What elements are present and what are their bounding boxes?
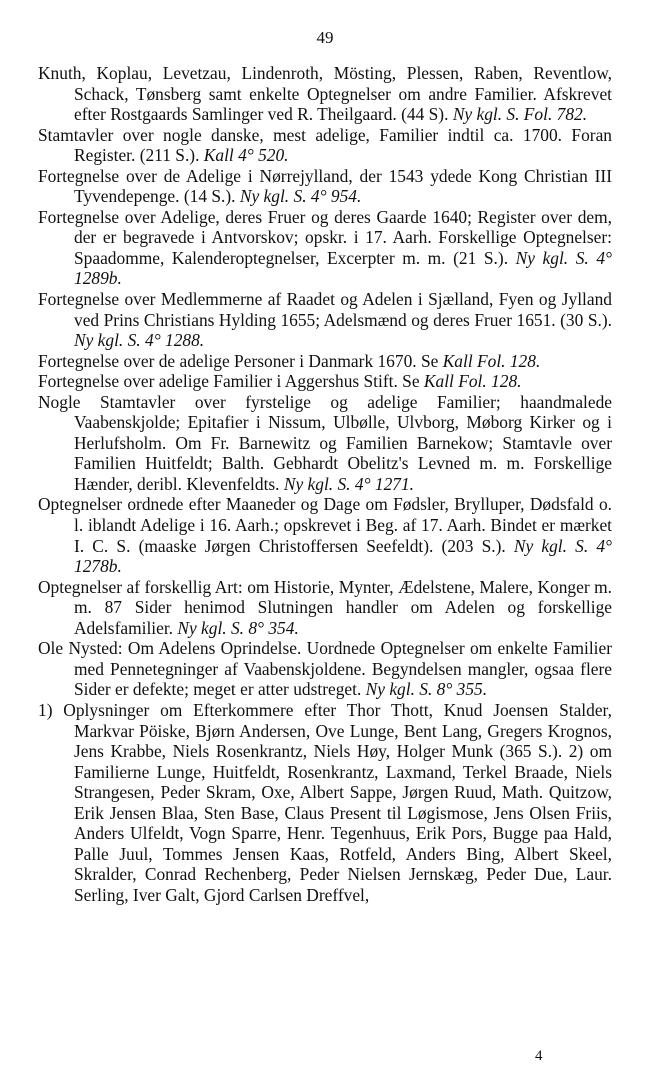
entry-text: Fortegnelse over de adelige Personer i Danmark 1670. Se (38, 350, 443, 371)
entry-text: Optegnelser af forskellig Art: om Historie, Mynter, Ædelstene, Malere, Konger m. m. 87 Sider henimod Slutningen handler om Adelen og forskellige Adelsfamilier. (38, 576, 612, 638)
entry-text: Fortegnelse over Medlemmerne af Raadet og Adelen i Sjælland, Fyen og Jylland ved Prins Christians Hylding 1655; Adelsmænd og deres Fruer 1651. (30 S.). (38, 289, 612, 330)
catalog-entry (38, 577, 612, 639)
shelfmark: Ny kgl. S. 4° 1278b. (74, 535, 613, 577)
catalog-entry (38, 166, 612, 207)
entry-text: Ole Nysted: Om Adelens Oprindelse. Uordnede Optegnelser om enkelte Familier med Pennetegninger af Vaabenskjoldene. Begyndelsen mangler, ogsaa flere Sider er defekte; meget er atter udstreget. (38, 638, 612, 700)
shelfmark: Ny kgl. S. 4° 954. (239, 186, 362, 207)
entry-text: Nogle Stamtavler over fyrstelige og adelige Familier; haandmalede Vaabenskjolde; Epitafier i Nissum, Ulbølle, Ulvborg, Møborg Kirker og i Herlufsholm. Om Fr. Barnewitz og Familien Barnekow; Stamtavle over Familien Huitfeldt; Balth. Gebhardt Obelitz's Levned m. m. Forskellige Hænder, deribl. Klevenfeldts. (38, 391, 612, 494)
page-number: 49 (316, 28, 334, 47)
shelfmark: Kall Fol. 128. (442, 350, 541, 371)
shelfmark: Kall Fol. 128. (423, 371, 522, 392)
catalog-entry (38, 207, 612, 289)
catalog-entry (38, 700, 612, 905)
catalog-entry (38, 351, 612, 372)
catalog-entry (38, 371, 612, 392)
entry-text: Fortegnelse over adelige Familier i Aggershus Stift. Se (38, 371, 424, 392)
shelfmark: Ny kgl. S. 8° 355. (365, 679, 488, 700)
entry-text: Optegnelser ordnede efter Maaneder og Dage om Fødsler, Brylluper, Dødsfald o. l. iblandt Adelige i 16. Aarh.; opskrevet i Beg. af 17. Aarh. Bindet er mærket I. C. S. (maaske Jørgen Christoffersen Seefeldt). (203 S.). (38, 494, 612, 556)
shelfmark: Ny kgl. S. 4° 1289b. (74, 247, 613, 289)
catalog-entry (38, 125, 612, 166)
entry-text: Stamtavler over nogle danske, mest adelige, Familier indtil ca. 1700. Foran Register. (211 S.). (38, 124, 612, 166)
shelfmark: Ny kgl. S. Fol. 782. (452, 104, 588, 125)
signature-mark: 4 (535, 1048, 543, 1064)
shelfmark: Ny kgl. S. 4° 1271. (283, 473, 414, 494)
shelfmark: Ny kgl. S. 8° 354. (177, 617, 299, 638)
shelfmark: Kall 4° 520. (203, 145, 289, 166)
catalog-entry (38, 289, 612, 351)
entry-text: Fortegnelse over de Adelige i Nørrejylland, der 1543 ydede Kong Christian III Tyvendepenge. (14 S.). (38, 165, 612, 207)
shelfmark: Ny kgl. S. 4° 1288. (74, 330, 205, 351)
catalog-entry (38, 63, 612, 125)
catalog-entry (38, 638, 612, 700)
catalog-entries (38, 63, 612, 905)
catalog-entry (38, 392, 612, 495)
catalog-entry (38, 494, 612, 576)
entry-text: Knuth, Koplau, Levetzau, Lindenroth, Mösting, Plessen, Raben, Reventlow, Schack, Tønsberg samt enkelte Optegnelser om andre Familier. Afskrevet efter Rostgaards Samlinger ved R. Theilgaard. (44 S). (38, 63, 612, 125)
entry-text: Fortegnelse over Adelige, deres Fruer og deres Gaarde 1640; Register over dem, der er begravede i Antvorskov; opskr. i 17. Aarh. Forskellige Optegnelser: Spaadomme, Kalenderoptegnelser, Excerpter m. m. (21 S.). (38, 206, 612, 268)
entry-text: 1) Oplysninger om Efterkommere efter Thor Thott, Knud Joensen Stalder, Markvar Pöiske, Bjørn Andersen, Ove Lunge, Bent Lang, Gregers Krognos, Jens Krabbe, Niels Rosenkrantz, Niels Høy, Holger Munk (365 S.). 2) om Familierne Lunge, Huitfeldt, Rosenkrantz, Laxmand, Terkel Braade, Niels Strangesen, Peder Skram, Oxe, Albert Sappe, Jørgen Ruud, Math. Quitzow, Erik Jensen Blaa, Sten Base, Claus Present til Løgismose, Jens Olsen Friis, Anders Ulfeldt, Vogn Sparre, Henr. Tegenhuus, Erik Pors, Bugge paa Hald, Palle Juul, Tommes Jensen Kaas, Rotfeld, Anders Bing, Albert Skeel, Skralder, Conrad Rechenberg, Peder Nielsen Jernskæg, Peder Due, Laur. Serling, Iver Galt, Gjord Carlsen Dreffvel, (38, 699, 612, 905)
